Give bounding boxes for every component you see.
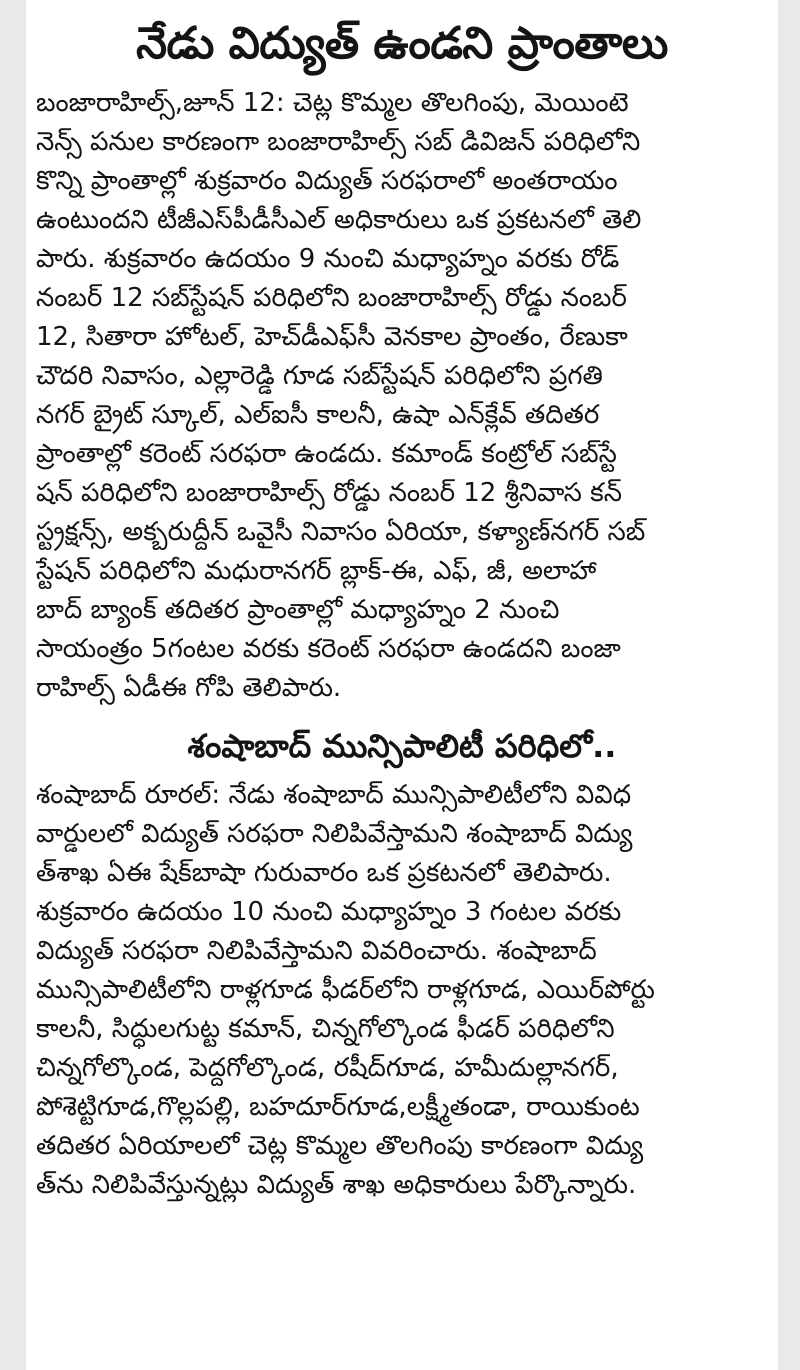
article-body [36,84,768,708]
article-line: షన్ పరిధిలోని బంజారాహిల్స్ రోడ్డు నంబర్ 12 శ్రీనివాస కన్ [36,478,622,508]
article-line: పోశెట్టిగూడ,గొల్లపల్లి, బహదూర్‌గూడ,లక్ష్మీతండా, రాయికుంట [36,1092,640,1122]
article-line: త్‌శాఖ ఏఈ షేక్‌బాషా గురువారం ఒక ప్రకటనలో తెలిపారు. [36,858,612,888]
article-line: చిన్నగోల్కొండ, పెద్దగోల్కొండ, రషీద్‌గూడ, హమీదుల్లానగర్, [36,1053,619,1083]
article-line: కొన్ని ప్రాంతాల్లో శుక్రవారం విద్యుత్ సరఫరాలో అంతరాయం [36,166,618,196]
article-line: విద్యుత్ సరఫరా నిలిపివేస్తామని వివరించారు. శంషాబాద్ [36,936,597,966]
article-line: రాహిల్స్ ఏడీఈ గోపి తెలిపారు. [36,673,342,703]
article-line: స్టేషన్ పరిధిలోని మధురానగర్ బ్లాక్-ఈ, ఎఫ్, జీ, అలాహా [36,556,597,586]
article-line: ప్రాంతాల్లో కరెంట్ సరఫరా ఉండదు. కమాండ్ కంట్రోల్ సబ్‌స్టే [36,439,617,469]
article-line: చౌదరి నివాసం, ఎల్లారెడ్డి గూడ సబ్‌స్టేషన్ పరిధిలోని ప్రగతి [36,361,603,391]
article-line: స్ట్రక్షన్స్, అక్బరుద్దీన్ ఒవైసీ నివాసం ఏరియా, కళ్యాణ్‌నగర్ సబ్ [36,517,646,547]
article-line: సాయంత్రం 5గంటల వరకు కరెంట్ సరఫరా ఉండదని బంజా [36,634,621,664]
article-line: తదితర ఏరియాలలో చెట్ల కొమ్మల తొలగింపు కారణంగా విద్యు [36,1131,644,1161]
article-line: త్‌ను నిలిపివేస్తున్నట్లు విద్యుత్ శాఖ అధికారులు పేర్కొన్నారు. [36,1170,637,1200]
article-line: 12, సితారా హోటల్, హెచ్‌డీఎఫ్‌సీ వెనకాల ప్రాంతం, రేణుకా [36,322,628,352]
article-line: ఉంటుందని టీజీఎస్‌పీడీసీఎల్ అధికారులు ఒక ప్రకటనలో తెలి [36,205,642,235]
article-line: కాలనీ, సిద్ధులగుట్ట కమాన్, చిన్నగోల్కొండ ఫీడర్ పరిధిలోని [36,1014,615,1044]
article-line: శంషాబాద్ రూరల్: నేడు శంషాబాద్ మున్సిపాలిటీలోని వివిధ [36,780,632,810]
subheading: శంషాబాద్ మున్సిపాలిటీ పరిధిలో.. [187,727,617,765]
article-line: శుక్రవారం ఉదయం 10 నుంచి మధ్యాహ్నం 3 గంటల వరకు [36,897,622,927]
article-line: మున్సిపాలిటీలోని రాళ్లగూడ ఫీడర్‌లోని రాళ్లగూడ, ఎయిర్‌పోర్టు [36,975,655,1005]
article-line: బాద్ బ్యాంక్ తదితర ప్రాంతాల్లో మధ్యాహ్నం 2 నుంచి [36,595,560,625]
news-clipping [26,0,778,1370]
article-line: వార్డులలో విద్యుత్ సరఫరా నిలిపివేస్తామని శంషాబాద్ విద్యు [36,819,633,849]
article-line: నంబర్ 12 సబ్‌స్టేషన్ పరిధిలోని బంజారాహిల్స్ రోడ్డు నంబర్ [36,283,627,313]
article-line: పారు. శుక్రవారం ఉదయం 9 నుంచి మధ్యాహ్నం వరకు రోడ్ [36,244,620,274]
article-line: నగర్ బ్రైట్ స్కూల్, ఎల్ఐసీ కాలనీ, ఉషా ఎన్‌క్లేవ్ తదితర [36,400,600,430]
article-line: నెన్స్ పనుల కారణంగా బంజారాహిల్స్ సబ్ డివిజన్ పరిధిలోని [36,127,641,157]
headline: నేడు విద్యుత్ ఉండని ప్రాంతాలు [136,18,668,69]
article-line: బంజారాహిల్స్,జూన్ 12: చెట్ల కొమ్మల తొలగింపు, మెయింటె [36,88,629,118]
article-body-2 [36,776,768,1205]
